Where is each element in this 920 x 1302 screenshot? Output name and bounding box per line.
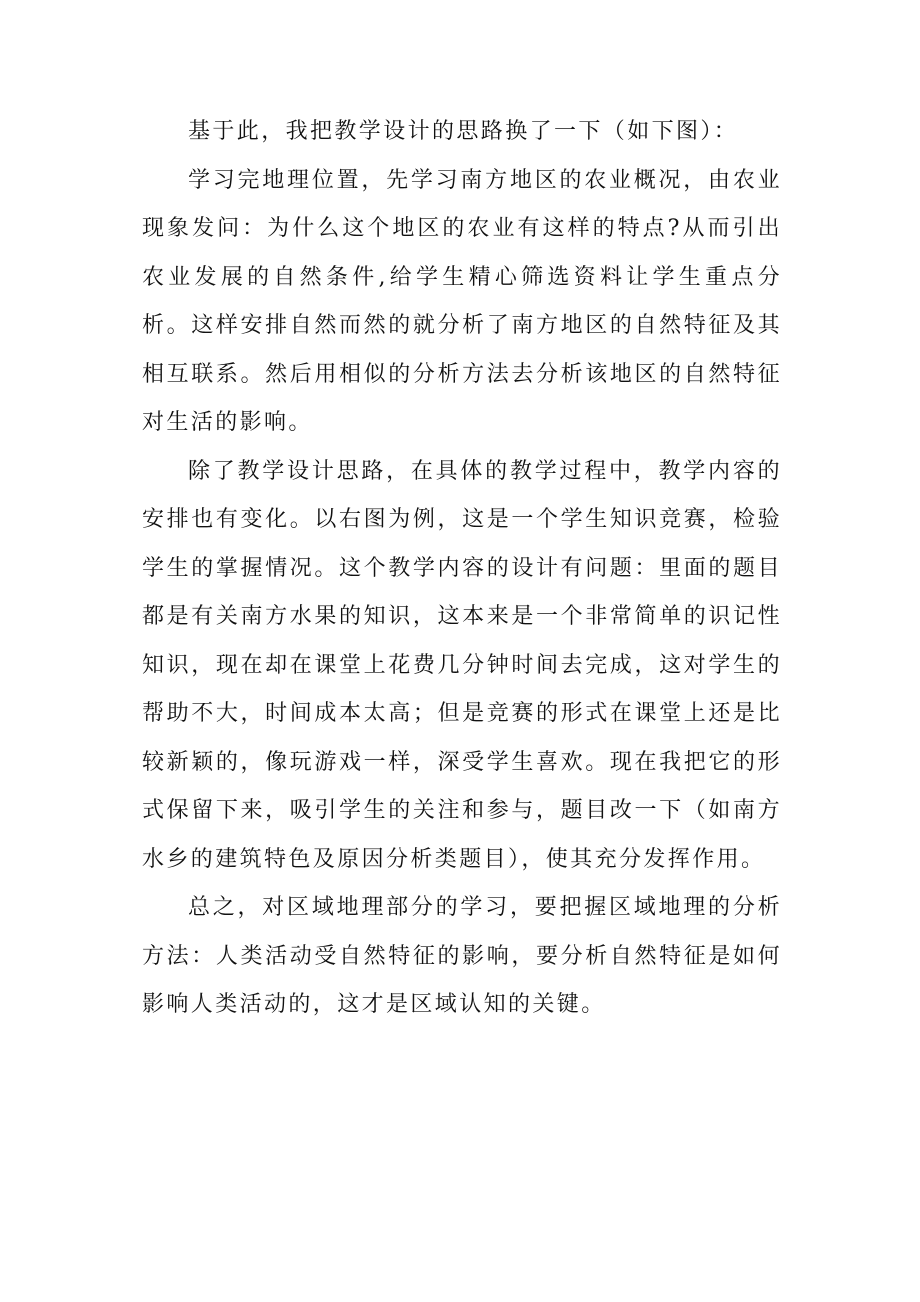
paragraph-4: 总之，对区域地理部分的学习，要把握区域地理的分析方法：人类活动受自然特征的影响，要分析自然特征是如何影响人类活动的，这才是区域认知的关键。 bbox=[142, 895, 782, 1017]
paragraph-2: 学习完地理位置，先学习南方地区的农业概况，由农业现象发问：为什么这个地区的农业有这样的特点?从而引出农业发展的自然条件,给学生精心筛选资料让学生重点分析。这样安排自然而然的就分析了南方地区的自然特征及其相互联系。然后用相似的分析方法去分析该地区的自然特征对生活的影响。 bbox=[142, 167, 782, 435]
document-body bbox=[142, 108, 782, 1030]
paragraph-3: 除了教学设计思路，在具体的教学过程中，教学内容的安排也有变化。以右图为例，这是一个学生知识竞赛，检验学生的掌握情况。这个教学内容的设计有问题：里面的题目都是有关南方水果的知识，这本来是一个非常简单的识记性知识，现在却在课堂上花费几分钟时间去完成，这对学生的帮助不大，时间成本太高；但是竞赛的形式在课堂上还是比较新颖的，像玩游戏一样，深受学生喜欢。现在我把它的形式保留下来，吸引学生的关注和参与，题目改一下（如南方水乡的建筑特色及原因分析类题目），使其充分发挥作用。 bbox=[142, 458, 782, 872]
paragraph-1: 基于此，我把教学设计的思路换了一下（如下图）： bbox=[188, 119, 739, 144]
